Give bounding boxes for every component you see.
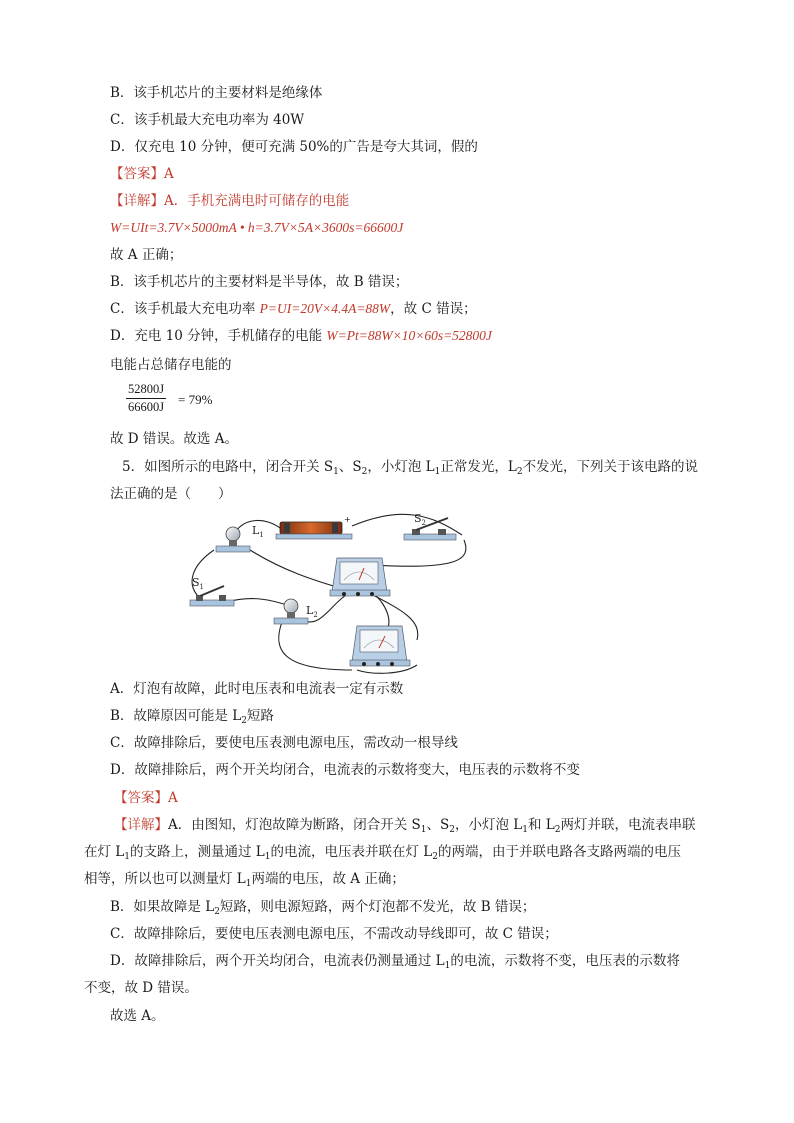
part: 的电流，电压表并联在灯 L bbox=[270, 844, 433, 860]
stem-part: 5．如图所示的电路中，闭合开关 S bbox=[122, 459, 334, 475]
q5-option-b bbox=[110, 707, 274, 725]
opt-b-part: 短路 bbox=[246, 708, 274, 724]
sub: 1 bbox=[264, 852, 271, 862]
svg-text:+: + bbox=[344, 515, 351, 524]
part: D．故障排除后，两个开关均闭合，电流表仍测量通过 L bbox=[110, 953, 445, 969]
q5-explain-a2 bbox=[84, 843, 681, 861]
q5-answer: 【答案】A bbox=[114, 790, 178, 806]
prev-option-c: C．该手机最大充电功率为 40W bbox=[110, 112, 305, 128]
switch-s2 bbox=[404, 512, 456, 540]
fraction bbox=[126, 382, 166, 415]
prev-b-line: B．该手机芯片的主要材料是半导体，故 B 错误； bbox=[110, 274, 409, 290]
prev-d-line bbox=[110, 327, 492, 345]
explain-label: 【详解】 bbox=[114, 817, 168, 833]
ratio-text: 电能占总储存电能的 bbox=[110, 357, 232, 373]
sub: 1 bbox=[522, 825, 529, 835]
part: 在灯 L bbox=[84, 844, 125, 860]
sub: 1 bbox=[245, 879, 252, 889]
prev-answer: 【答案】A bbox=[110, 166, 174, 182]
prev-c-line bbox=[110, 300, 477, 318]
part: 和 L bbox=[528, 817, 555, 833]
part: ，小灯泡 L bbox=[455, 817, 523, 833]
voltmeter bbox=[330, 558, 390, 596]
sub: 1 bbox=[333, 467, 339, 477]
prev-option-b: B．该手机芯片的主要材料是绝缘体 bbox=[110, 85, 323, 101]
q5-explain-d1 bbox=[110, 952, 680, 970]
q5-explain-d2: 不变，故 D 错误。 bbox=[84, 980, 198, 996]
sub: 2 bbox=[554, 825, 561, 835]
fraction-result: = 79% bbox=[178, 392, 213, 407]
d-line-prefix: D．充电 10 分钟，手机储存的电能 bbox=[110, 328, 327, 344]
part: 、S bbox=[426, 817, 450, 833]
part: B．如果故障是 L bbox=[110, 899, 215, 915]
battery bbox=[276, 515, 352, 539]
prev-explain-head: 【详解】A．手机充满电时可储存的电能 bbox=[110, 193, 350, 209]
sub: 1 bbox=[420, 825, 427, 835]
prev-option-d: D．仅充电 10 分钟，便可充满 50%的广告是夸大其词，假的 bbox=[110, 139, 478, 155]
part: A．由图知，灯泡故障为断路，闭合开关 S bbox=[168, 817, 421, 833]
part: 的电流，示数将不变，电压表的示数将 bbox=[450, 953, 680, 969]
prev-conclusion: 故 D 错误。故选 A。 bbox=[110, 431, 238, 447]
bulb-l1 bbox=[216, 524, 264, 552]
circuit-diagram bbox=[172, 510, 472, 680]
part: 两端的电压，故 A 正确； bbox=[251, 871, 405, 887]
q5-option-a: A．灯泡有故障，此时电压表和电流表一定有示数 bbox=[110, 681, 404, 697]
fraction-numerator: 52800J bbox=[126, 382, 166, 399]
label-l2: $L_2$ bbox=[306, 604, 318, 619]
q5-explain-a3 bbox=[84, 870, 405, 888]
sub: 2 bbox=[516, 467, 523, 477]
prev-a-conclusion: 故 A 正确； bbox=[110, 247, 183, 263]
sub: 2 bbox=[449, 825, 456, 835]
part: 相等，所以也可以测量灯 L bbox=[84, 871, 246, 887]
q5-stem-line2: 法正确的是（ ） bbox=[110, 486, 232, 502]
stem-part: 正常发光，L bbox=[440, 459, 517, 475]
q5-option-d: D．故障排除后，两个开关均闭合，电流表的示数将变大，电压表的示数将不变 bbox=[110, 762, 580, 778]
c-line-formula: P=UI=20V×4.4A=88W bbox=[259, 301, 391, 316]
label-l1: $L_1$ bbox=[252, 524, 264, 539]
stem-part: 、S bbox=[338, 459, 362, 475]
fraction-denominator: 66600J bbox=[128, 400, 165, 414]
sub: 2 bbox=[241, 716, 247, 726]
switch-s1 bbox=[190, 576, 234, 606]
part: 的两端，由于并联电路各支路两端的电压 bbox=[438, 844, 681, 860]
part: 两灯并联，电流表串联 bbox=[560, 817, 696, 833]
c-line-suffix: ，故 C 错误； bbox=[390, 301, 477, 317]
ammeter bbox=[350, 626, 410, 666]
sub: 2 bbox=[361, 467, 368, 477]
label-s2: $S_2$ bbox=[414, 512, 427, 527]
q5-explain-a1 bbox=[114, 816, 696, 834]
q5-explain-c: C．故障排除后，要使电压表测电源电压，不需改动导线即可，故 C 错误； bbox=[110, 926, 558, 942]
part: 的支路上，测量通过 L bbox=[130, 844, 265, 860]
sub: 2 bbox=[432, 852, 438, 862]
q5-final: 故选 A。 bbox=[110, 1008, 165, 1024]
q5-explain-b bbox=[110, 898, 535, 916]
q5-stem-line1 bbox=[122, 458, 698, 476]
d-line-formula: W=Pt=88W×10×60s=52800J bbox=[326, 328, 492, 343]
q5-option-c: C．故障排除后，要使电压表测电源电压，需改动一根导线 bbox=[110, 735, 458, 751]
part: 短路，则电源短路，两个灯泡都不发光，故 B 错误； bbox=[219, 899, 536, 915]
prev-formula-w: W=UIt=3.7V×5000mA • h=3.7V×5A×3600s=66600J bbox=[110, 220, 404, 235]
stem-part: 不发光，下列关于该电路的说 bbox=[522, 459, 699, 475]
sub: 1 bbox=[124, 852, 130, 862]
label-s1: $S_1$ bbox=[192, 576, 205, 591]
sub: 1 bbox=[444, 961, 451, 971]
sub: 1 bbox=[434, 467, 441, 477]
sub: 2 bbox=[214, 907, 220, 917]
c-line-prefix: C．该手机最大充电功率 bbox=[110, 301, 260, 317]
opt-b-part: B．故障原因可能是 L bbox=[110, 708, 242, 724]
stem-part: ，小灯泡 L bbox=[367, 459, 435, 475]
